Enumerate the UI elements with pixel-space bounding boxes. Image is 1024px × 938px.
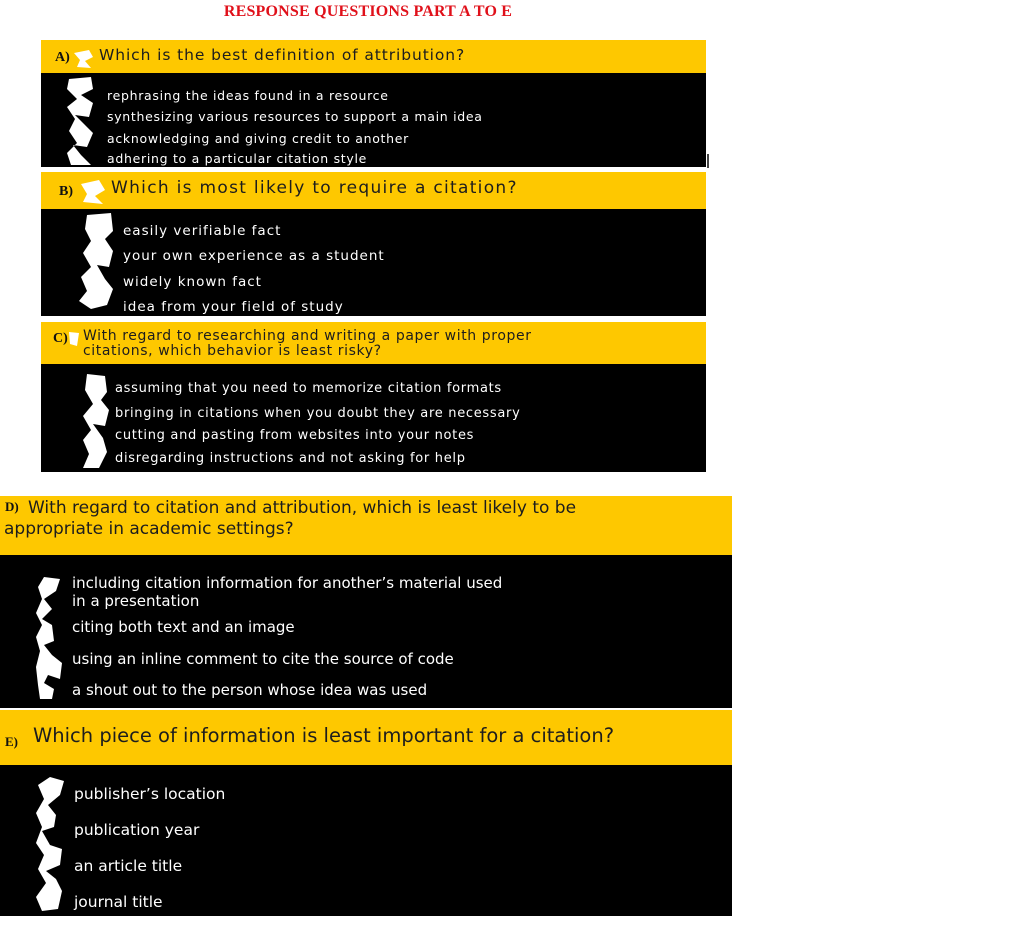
question-block-c (41, 322, 706, 472)
question-letter: A) (55, 50, 70, 65)
question-bar (0, 710, 732, 765)
answer-option[interactable]: bringing in citations when you doubt they are necessary (115, 406, 521, 421)
question-text-line: With regard to citation and attribution, which is least likely to be (28, 498, 577, 518)
question-bar (41, 322, 706, 364)
question-letter: D) (5, 499, 19, 514)
answer-option[interactable]: an article title (74, 857, 183, 875)
answer-box (0, 765, 732, 916)
question-text-line: appropriate in academic settings? (4, 519, 294, 539)
answer-option[interactable]: including citation information for another’s material used (72, 574, 503, 592)
answer-option[interactable]: citing both text and an image (72, 618, 295, 636)
redaction-mark (77, 209, 119, 316)
answer-option[interactable]: journal title (74, 893, 163, 911)
text-cursor (707, 154, 709, 168)
redaction-mark (63, 73, 99, 167)
question-bar (41, 172, 706, 209)
answer-option[interactable]: a shout out to the person whose idea was used (72, 681, 428, 699)
answer-option-continued[interactable]: in a presentation (72, 592, 200, 610)
question-block-d (0, 496, 732, 708)
redaction-mark (79, 364, 115, 472)
question-letter: B) (59, 184, 73, 199)
question-block-b (41, 172, 706, 316)
redaction-mark (77, 178, 107, 206)
answer-option[interactable]: synthesizing various resources to support a main idea (107, 109, 483, 124)
answer-option[interactable]: cutting and pasting from websites into your notes (115, 428, 475, 443)
answer-box (41, 209, 706, 316)
page-title: RESPONSE QUESTIONS PART A TO E (223, 3, 513, 20)
redaction-mark (71, 47, 95, 71)
answer-option[interactable]: idea from your field of study (123, 299, 344, 315)
question-text-line: With regard to researching and writing a paper with proper (83, 328, 532, 344)
answer-option[interactable]: publisher’s location (74, 785, 226, 803)
answer-option[interactable]: acknowledging and giving credit to another (107, 131, 410, 146)
question-text: Which piece of information is least important for a citation? (33, 724, 615, 747)
question-bar (41, 40, 706, 73)
answer-option[interactable]: publication year (74, 821, 200, 839)
answer-option[interactable]: widely known fact (123, 274, 262, 290)
answer-option[interactable]: easily verifiable fact (123, 223, 282, 239)
question-block-e (0, 710, 732, 916)
answer-box (41, 73, 706, 167)
answer-option[interactable]: assuming that you need to memorize citation formats (115, 381, 502, 396)
question-text: Which is the best definition of attribution? (99, 46, 466, 64)
question-letter: E) (5, 734, 18, 749)
answer-option[interactable]: rephrasing the ideas found in a resource (107, 88, 389, 103)
redaction-mark (67, 330, 81, 348)
answer-option[interactable]: your own experience as a student (123, 248, 385, 264)
answer-option[interactable]: disregarding instructions and not asking for help (115, 451, 466, 466)
answer-option[interactable]: using an inline comment to cite the source of code (72, 650, 454, 668)
question-letter: C) (53, 331, 68, 346)
answer-option[interactable]: adhering to a particular citation style (107, 151, 368, 166)
question-text: Which is most likely to require a citation? (111, 178, 518, 198)
redaction-mark (34, 555, 68, 705)
redaction-mark (34, 765, 70, 916)
question-block-a (41, 40, 706, 167)
question-bar (0, 496, 732, 555)
answer-box (41, 364, 706, 472)
question-text-line: citations, which behavior is least risky? (83, 343, 382, 359)
answer-box (0, 555, 732, 708)
